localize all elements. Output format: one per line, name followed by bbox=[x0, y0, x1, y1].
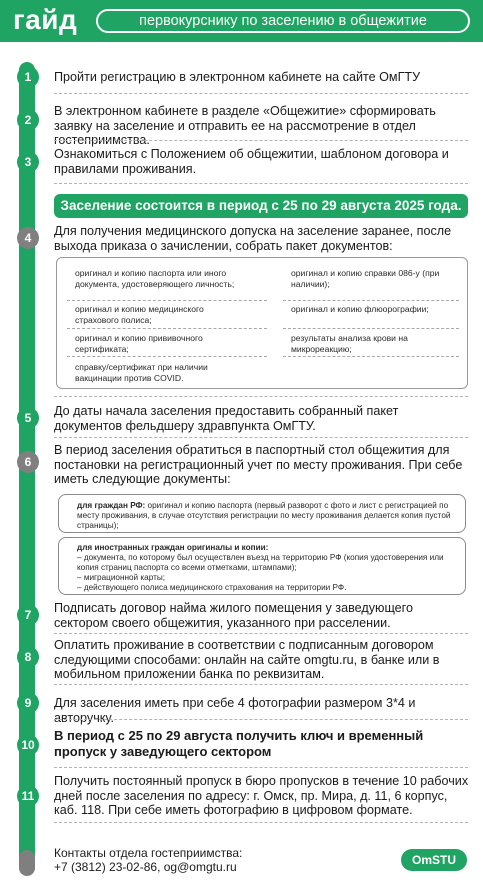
divider bbox=[54, 767, 468, 768]
divider bbox=[54, 140, 468, 141]
divider bbox=[283, 300, 459, 301]
medical-doc-item: оригинал и копию паспорта или иного документа, удостоверяющего личность; bbox=[75, 268, 235, 289]
step-7-text: Подписать договор найма жилого помещения у заведующего сектором своего общежития, указанного при расселении. bbox=[54, 601, 413, 630]
foreign-doc-item: – документа, по которому был осуществлен въезд на территорию РФ (копия удостоверения или копия страниц паспорта со всеми отметками, штампами); bbox=[77, 553, 444, 572]
divider bbox=[54, 183, 468, 184]
medical-doc-item: оригинал и копию флюорографии; bbox=[291, 304, 429, 314]
step-number-9: 9 bbox=[17, 692, 39, 714]
step-number-8: 8 bbox=[17, 646, 39, 668]
divider bbox=[283, 328, 459, 329]
omstu-logo: OmSTU bbox=[401, 849, 467, 871]
step-9-text: Для заселения иметь при себе 4 фотографии размером 3*4 и авторучку. bbox=[54, 696, 416, 725]
rf-citizens-label: для граждан РФ: bbox=[77, 501, 146, 510]
step-number-3: 3 bbox=[17, 151, 39, 173]
divider bbox=[283, 356, 459, 357]
foreign-citizens-box bbox=[58, 537, 466, 595]
rf-citizens-text: оригинал и копию паспорта (первый разворот с фото и лист с регистрацией по месту проживания, в случае отсутствия регистрации по месту проживания делается копия пустой страницы); bbox=[77, 501, 451, 530]
medical-doc-item: справку/сертификат при наличии вакцинации против COVID. bbox=[75, 362, 208, 383]
step-10-text: В период с 25 по 29 августа получить ключ и временный пропуск у заведующего сектором bbox=[54, 728, 424, 759]
step-number-7: 7 bbox=[17, 604, 39, 626]
step-number-5: 5 bbox=[17, 407, 39, 429]
contacts-block bbox=[54, 847, 242, 874]
divider bbox=[54, 684, 468, 685]
divider bbox=[54, 437, 468, 438]
contacts-details[interactable]: +7 (3812) 23-02-86, og@omgtu.ru bbox=[54, 859, 237, 874]
step-number-2: 2 bbox=[17, 109, 39, 131]
divider bbox=[54, 822, 468, 823]
step-number-1: 1 bbox=[17, 66, 39, 88]
header-bar bbox=[0, 0, 483, 42]
medical-doc-item: оригинал и копию прививочного сертификата; bbox=[75, 333, 203, 354]
step-1-text: Пройти регистрацию в электронном кабинете на сайте ОмГТУ bbox=[54, 70, 421, 84]
foreign-doc-item: – действующего полиса медицинского страхования на территории РФ. bbox=[77, 583, 347, 592]
step-number-6: 6 bbox=[17, 451, 39, 473]
step-8-text: Оплатить проживание в соответствии с подписанным договором следующими способами: онлайн на сайте omgtu.ru, в банке или в мобильном приложении банка по реквизитам. bbox=[54, 638, 440, 681]
medical-documents-box bbox=[56, 257, 468, 389]
divider bbox=[67, 328, 267, 329]
check-in-dates-banner: Заселение состоится в период с 25 по 29 августа 2025 года. bbox=[54, 194, 468, 218]
brand-logo: гайд bbox=[13, 4, 78, 35]
page-title: первокурснику по заселению в общежитие bbox=[96, 9, 470, 33]
medical-doc-item: результаты анализа крови на микрореакцию; bbox=[291, 333, 408, 354]
rf-citizens-box bbox=[58, 494, 466, 533]
timeline-end bbox=[19, 850, 35, 876]
step-4-text: Для получения медицинского допуска на заселение заранее, после выхода приказа о зачислении, собрать пакет документов: bbox=[54, 224, 452, 253]
step-number-4: 4 bbox=[17, 227, 39, 249]
step-number-11: 11 bbox=[17, 785, 39, 807]
divider bbox=[67, 356, 267, 357]
divider bbox=[54, 719, 468, 720]
step-11-text: Получить постоянный пропуск в бюро пропусков в течение 10 рабочих дней после заселения по адресу: г. Омск, пр. Мира, д. 11, 6 корпус, каб. 118. При себе иметь фотографию в цифровом формате. bbox=[54, 774, 469, 817]
divider bbox=[54, 633, 468, 634]
step-number-10: 10 bbox=[17, 734, 39, 756]
step-6-text: В период заселения обратиться в паспортный стол общежития для постановки на регистрационный учет по месту проживания. При себе иметь следующие документы: bbox=[54, 443, 463, 486]
medical-doc-item: оригинал и копию медицинского страхового полиса; bbox=[75, 304, 204, 325]
medical-doc-item: оригинал и копию справки 086-у (при наличии); bbox=[291, 268, 440, 289]
foreign-citizens-label: для иностранных граждан оригиналы и копии: bbox=[77, 543, 269, 552]
divider bbox=[67, 300, 267, 301]
divider bbox=[54, 93, 468, 94]
foreign-doc-item: – миграционной карты; bbox=[77, 573, 165, 582]
step-2-text: В электронном кабинете в разделе «Общежитие» сформировать заявку на заселение и отправить ее на рассмотрение в отдел гостеприимства. bbox=[54, 104, 436, 147]
step-5-text: До даты начала заселения предоставить собранный пакет документов фельдшеру здравпункта ОмГТУ. bbox=[54, 404, 399, 433]
contacts-title: Контакты отдела гостеприимства: bbox=[54, 846, 243, 860]
divider bbox=[54, 396, 468, 397]
step-3-text: Ознакомиться с Положением об общежитии, шаблоном договора и правилами проживания. bbox=[54, 147, 449, 176]
